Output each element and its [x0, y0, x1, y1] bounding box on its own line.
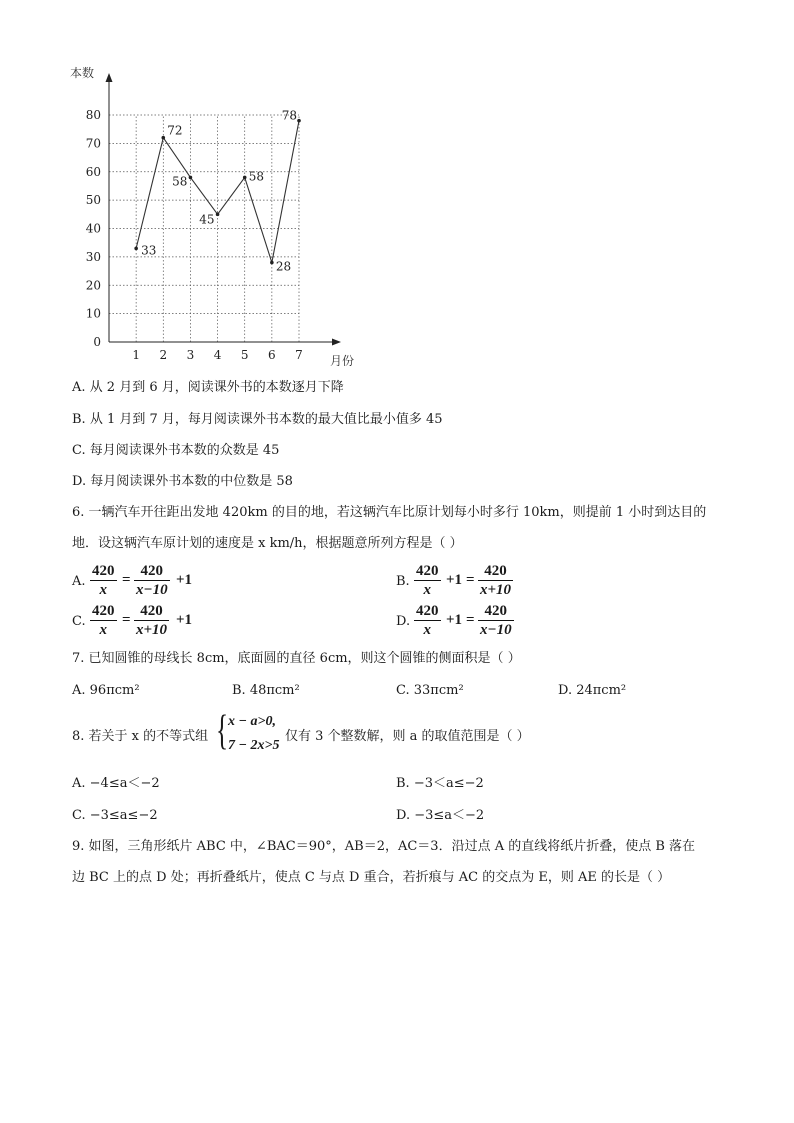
y-tick-label: 30 — [85, 249, 101, 264]
q5-option-d: D. 每月阅读课外书本数的中位数是 58 — [72, 474, 293, 489]
data-point — [216, 213, 220, 217]
y-tick-label: 0 — [93, 335, 101, 349]
q6-c-fraction-left — [90, 603, 117, 638]
q8-inequality-1: x − a>0, — [228, 714, 276, 729]
y-axis-label: 本数 — [70, 66, 95, 80]
denominator: x+10 — [480, 582, 512, 598]
denominator: x−10 — [136, 582, 168, 598]
q6-option-b-label: B. — [396, 574, 410, 589]
numerator: 420 — [484, 603, 508, 619]
data-labels — [141, 109, 297, 274]
numerator: 420 — [92, 563, 115, 579]
q8-stem-pre: 8. 若关于 x 的不等式组 — [72, 729, 209, 744]
x-tick-label: 2 — [159, 348, 168, 362]
y-tick-label: 70 — [85, 136, 101, 151]
chart-axes — [106, 73, 342, 346]
x-tick-label: 4 — [213, 348, 222, 362]
data-label: 45 — [199, 212, 215, 227]
q9-stem-line1: 9. 如图，三角形纸片 ABC 中，∠BAC＝90°，AB＝2，AC＝3．沿过点 A 的直线将纸片折叠，使点 B 落在 — [72, 839, 696, 854]
q7-option-a: A. 96πcm² — [72, 683, 140, 698]
data-point — [134, 247, 138, 251]
data-point — [189, 176, 193, 180]
q8-option-c: C. −3≤a≤−2 — [72, 808, 158, 823]
y-tick-label: 80 — [85, 108, 101, 122]
equals-sign: = — [466, 612, 475, 628]
equals-sign: = — [122, 612, 131, 628]
plus-one: +1 — [446, 612, 463, 628]
q6-stem-line1: 6. 一辆汽车开往距出发地 420km 的目的地，若这辆汽车比原计划每小时多行 10km，则提前 1 小时到达目的 — [72, 505, 707, 520]
q7-option-b: B. 48πcm² — [232, 683, 300, 698]
q8-stem-post: 仅有 3 个整数解，则 a 的取值范围是（ ） — [285, 729, 530, 744]
x-tick-label: 6 — [268, 348, 276, 362]
q6-d-fraction-left — [414, 603, 441, 638]
chart-grid — [109, 115, 299, 342]
equals-sign: = — [466, 572, 475, 588]
denominator: x — [99, 582, 107, 598]
q7-option-c: C. 33πcm² — [396, 683, 464, 698]
data-label: 78 — [281, 108, 297, 123]
q6-d-fraction-right — [478, 603, 514, 638]
q5-option-c: C. 每月阅读课外书本数的众数是 45 — [72, 443, 280, 458]
q9-stem-line2: 边 BC 上的点 D 处；再折叠纸片，使点 C 与点 D 重合，若折痕与 AC 的交点为 E，则 AE 的长是（ ） — [72, 870, 671, 885]
y-tick-labels — [86, 108, 101, 349]
denominator: x+10 — [136, 622, 168, 638]
brace-icon: { — [216, 708, 229, 754]
q6-stem-line2: 地．设这辆汽车原计划的速度是 x km/h，根据题意所列方程是（ ） — [72, 536, 463, 551]
y-tick-label: 50 — [85, 193, 101, 208]
data-point — [161, 136, 165, 140]
q6-b-fraction-left — [414, 563, 441, 598]
data-label: 72 — [167, 123, 183, 138]
y-tick-label: 60 — [85, 164, 101, 179]
x-tick-label: 7 — [295, 348, 303, 362]
numerator: 420 — [140, 603, 163, 619]
denominator: x−10 — [480, 622, 512, 638]
x-axis-label: 月份 — [330, 354, 355, 368]
q7-stem: 7. 已知圆锥的母线长 8cm，底面圆的直径 6cm，则这个圆锥的侧面积是（ ） — [72, 651, 521, 666]
q7-option-d: D. 24πcm² — [558, 683, 627, 698]
y-tick-label: 20 — [85, 278, 101, 293]
x-axis-arrow-icon — [332, 339, 341, 346]
q6-a-fraction-left — [90, 563, 117, 598]
x-tick-label: 3 — [186, 348, 195, 362]
numerator: 420 — [140, 563, 164, 579]
q6-c-fraction-right — [134, 603, 169, 638]
numerator: 420 — [416, 563, 439, 579]
data-label: 58 — [248, 169, 264, 184]
y-tick-label: 10 — [85, 306, 101, 321]
data-point — [270, 261, 274, 265]
y-tick-label: 40 — [85, 221, 101, 236]
x-tick-label: 5 — [240, 348, 249, 362]
x-tick-label: 1 — [132, 348, 140, 362]
plus-one: +1 — [176, 572, 193, 588]
q6-a-fraction-right — [134, 563, 170, 598]
q6-option-c-label: C. — [72, 614, 86, 629]
numerator: 420 — [484, 563, 507, 579]
numerator: 420 — [92, 603, 115, 619]
x-tick-labels — [132, 348, 302, 362]
plus-one: +1 — [446, 572, 463, 588]
q8-inequality-2: 7 − 2x>5 — [228, 738, 280, 753]
y-axis-arrow-icon — [106, 73, 113, 82]
equals-sign: = — [122, 572, 131, 588]
data-label: 58 — [172, 174, 188, 189]
denominator: x — [423, 622, 431, 638]
numerator: 420 — [416, 603, 439, 619]
q6-option-a-label: A. — [72, 574, 86, 589]
data-label: 28 — [275, 259, 292, 274]
q8-option-a: A. −4≤a＜−2 — [72, 776, 160, 791]
q8-option-b: B. −3＜a≤−2 — [396, 776, 484, 791]
line-chart — [60, 55, 370, 375]
plus-one: +1 — [176, 612, 193, 628]
data-label: 33 — [141, 243, 157, 258]
q6-option-d-label: D. — [396, 614, 411, 629]
q8-option-d: D. −3≤a＜−2 — [396, 808, 485, 823]
q5-option-a: A. 从 2 月到 6 月，阅读课外书的本数逐月下降 — [72, 380, 344, 395]
denominator: x — [423, 582, 431, 598]
data-point — [297, 119, 301, 123]
q6-b-fraction-right — [478, 563, 513, 598]
data-point — [243, 176, 247, 180]
q5-option-b: B. 从 1 月到 7 月，每月阅读课外书本数的最大值比最小值多 45 — [72, 412, 443, 427]
denominator: x — [99, 622, 107, 638]
